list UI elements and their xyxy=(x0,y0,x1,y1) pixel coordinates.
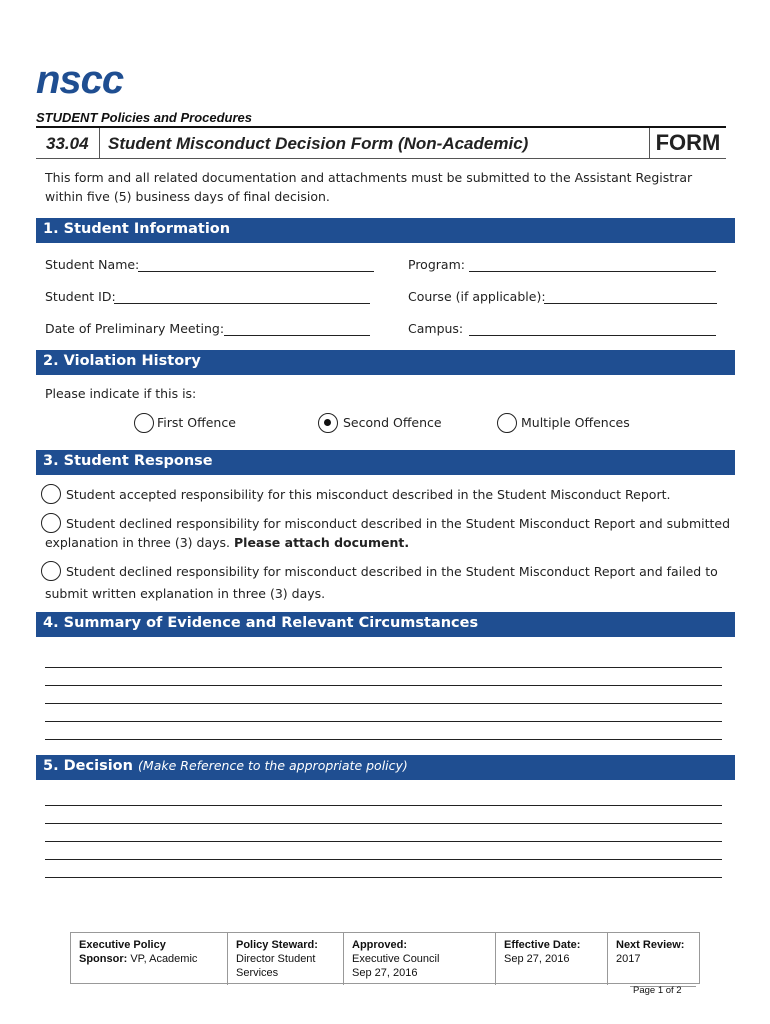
section-decision xyxy=(36,755,735,780)
review-label: Next Review: xyxy=(616,939,685,951)
intro-text xyxy=(45,168,715,206)
effective-label: Effective Date: xyxy=(504,939,581,951)
response-declined-submitted-radio[interactable] xyxy=(41,513,61,533)
second-offence-label: Second Offence xyxy=(343,415,442,430)
response-declined-submitted-line2: explanation in three (3) days. Please attach document. xyxy=(45,535,410,550)
student-name-label: Student Name: xyxy=(45,257,140,272)
form-title: Student Misconduct Decision Form (Non-Academic) xyxy=(100,128,650,158)
evidence-line-4[interactable] xyxy=(45,721,722,722)
form-tag: FORM xyxy=(655,130,721,155)
page-number: Page 1 of 2 xyxy=(633,985,682,996)
decision-title: 5. Decision xyxy=(43,758,133,774)
policy-number: 33.04 xyxy=(36,128,100,158)
decision-line-3[interactable] xyxy=(45,841,722,842)
steward-line-2: Services xyxy=(236,967,279,979)
meeting-date-field[interactable] xyxy=(224,324,370,336)
steward-line-1: Director Student xyxy=(236,953,316,965)
policy-footer-table xyxy=(70,932,700,984)
steward-label: Policy Steward: xyxy=(236,939,318,951)
student-name-field[interactable] xyxy=(138,260,374,272)
review-value: 2017 xyxy=(616,953,641,965)
student-id-label: Student ID: xyxy=(45,289,116,304)
footer-approved-cell xyxy=(344,933,496,985)
approved-line-2: Sep 27, 2016 xyxy=(352,967,418,979)
evidence-line-5[interactable] xyxy=(45,739,722,740)
response-declined-failed-radio[interactable] xyxy=(41,561,61,581)
second-offence-radio[interactable] xyxy=(318,413,338,433)
sponsor-value: VP, Academic xyxy=(130,953,198,965)
decision-line-2[interactable] xyxy=(45,823,722,824)
form-title-row xyxy=(36,126,726,158)
approved-line-1: Executive Council xyxy=(352,953,440,965)
program-field[interactable] xyxy=(469,260,716,272)
program-label: Program: xyxy=(408,257,465,272)
intro-line-1: This form and all related documentation and attachments must be submitted to the Assistant Registrar xyxy=(45,170,693,185)
attach-document-note: Please attach document. xyxy=(234,535,410,550)
footer-steward-cell xyxy=(228,933,344,985)
response-accepted-radio[interactable] xyxy=(41,484,61,504)
campus-field[interactable] xyxy=(469,324,716,336)
decision-line-4[interactable] xyxy=(45,859,722,860)
section-student-information: 1. Student Information xyxy=(36,218,735,243)
section-summary-of-evidence: 4. Summary of Evidence and Relevant Circumstances xyxy=(36,612,735,637)
decision-line-1[interactable] xyxy=(45,805,722,806)
section-student-response: 3. Student Response xyxy=(36,450,735,475)
multiple-offences-label: Multiple Offences xyxy=(521,415,630,430)
evidence-line-3[interactable] xyxy=(45,703,722,704)
first-offence-radio[interactable] xyxy=(134,413,154,433)
nscc-logo: nscc xyxy=(36,58,124,102)
footer-review-cell xyxy=(608,933,701,985)
response-declined-failed-line1: Student declined responsibility for misconduct described in the Student Misconduct Report and failed to xyxy=(66,564,718,579)
course-field[interactable] xyxy=(544,292,717,304)
response-declined-submitted-line1: Student declined responsibility for misconduct described in the Student Misconduct Report and submitted xyxy=(66,516,731,531)
response-declined-failed-line2: submit written explanation in three (3) days. xyxy=(45,586,326,601)
intro-line-2: within five (5) business days of final decision. xyxy=(45,189,330,204)
policy-category: STUDENT Policies and Procedures xyxy=(36,110,253,125)
sponsor-heading: Executive Policy xyxy=(79,939,166,951)
sponsor-label: Sponsor: xyxy=(79,953,128,965)
student-id-field[interactable] xyxy=(114,292,370,304)
evidence-line-2[interactable] xyxy=(45,685,722,686)
effective-value: Sep 27, 2016 xyxy=(504,953,570,965)
first-offence-label: First Offence xyxy=(157,415,236,430)
footer-effective-cell xyxy=(496,933,608,985)
campus-label: Campus: xyxy=(408,321,464,336)
evidence-line-1[interactable] xyxy=(45,667,722,668)
violation-prompt: Please indicate if this is: xyxy=(45,386,197,401)
course-label: Course (if applicable): xyxy=(408,289,546,304)
decision-subtitle: (Make Reference to the appropriate policy) xyxy=(138,758,408,773)
meeting-date-label: Date of Preliminary Meeting: xyxy=(45,321,225,336)
decision-line-5[interactable] xyxy=(45,877,722,878)
footer-sponsor-cell xyxy=(71,933,228,985)
response-accepted-text: Student accepted responsibility for this misconduct described in the Student Misconduct Report. xyxy=(66,487,671,502)
approved-label: Approved: xyxy=(352,939,407,951)
section-violation-history: 2. Violation History xyxy=(36,350,735,375)
multiple-offences-radio[interactable] xyxy=(497,413,517,433)
